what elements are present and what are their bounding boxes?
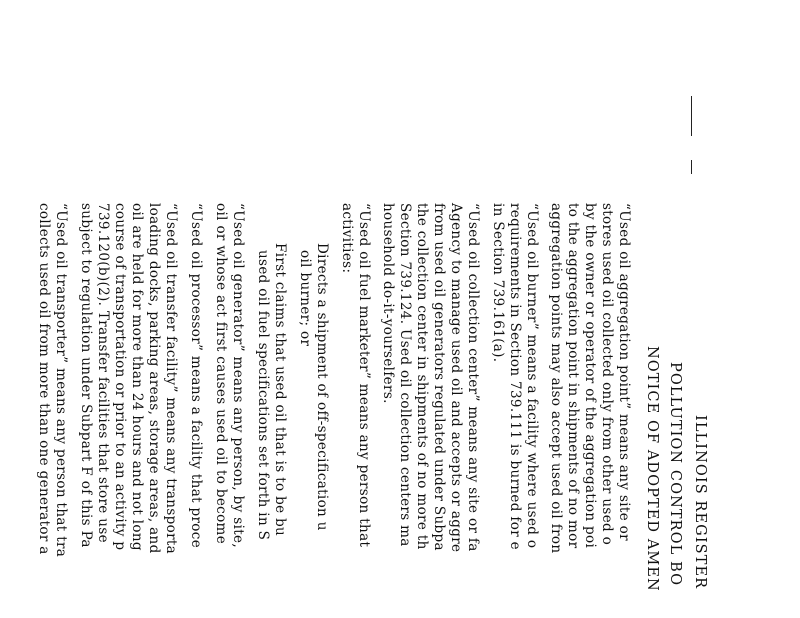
body-line: “Used oil collection center” means any site or fa xyxy=(465,203,481,552)
body-line: course of transportation or prior to an activity p xyxy=(112,203,128,551)
body-line: “Used oil burner” means a facility where used o xyxy=(524,203,540,549)
body-line: subject to regulation under Subpart F of this Pa xyxy=(78,203,94,548)
body-line: “Used oil generator” means any person, by site, xyxy=(230,203,246,548)
body-line: “Used oil aggregation point” means any site or xyxy=(616,203,632,541)
body-line: by the owner or operator of the aggregation poi xyxy=(582,203,598,549)
body-line: “Used oil transporter” means any person that tra xyxy=(53,203,69,558)
body-line: requirements in Section 739.111 is burned for e xyxy=(507,203,523,550)
body-line-indented: used oil fuel specifications set forth in S xyxy=(255,250,271,541)
body-line: 739.120(b)(2). Transfer facilities that store use xyxy=(95,203,111,543)
board-header: POLLUTION CONTROL BO xyxy=(667,362,683,587)
body-line: oil are held for more than 24 hours and not long xyxy=(129,203,145,551)
body-line-indented: oil burner; or xyxy=(297,250,313,347)
body-line: the collection center in shipments of no more th xyxy=(414,203,430,550)
notice-header: NOTICE OF ADOPTED AMEN xyxy=(644,346,660,592)
body-line: Agency to manage used oil and accepts or aggre xyxy=(448,203,464,553)
body-line: “Used oil transfer facility” means any transporta xyxy=(163,203,179,555)
body-line: “Used oil fuel marketer” means any person that xyxy=(356,203,372,548)
register-header: ILLINOIS REGISTER xyxy=(692,415,708,590)
body-line: loading docks, parking areas, storage areas, and xyxy=(146,203,162,554)
body-line: stores used oil collected only from other used o xyxy=(599,203,615,546)
body-line: “Used oil processor” means a facility that proce xyxy=(188,203,204,549)
body-line: collects used oil from more than one generator a xyxy=(36,203,52,555)
body-line: from used oil generators regulated under Subpa xyxy=(431,203,447,551)
body-line-indented: First claims that used oil that is to be bu xyxy=(272,243,288,537)
body-line: to the aggregation point in shipments of no mor xyxy=(565,203,581,549)
body-line: activities: xyxy=(339,203,355,274)
body-line: aggregation points may also accept used oil fron xyxy=(548,203,564,554)
body-line: in Section 739.161(a). xyxy=(490,203,506,363)
body-line: household do-it-yourselfers. xyxy=(380,203,396,404)
body-line-indented: Directs a shipment of off-specification u xyxy=(314,243,330,531)
body-line: oil or whose act first causes used oil to become xyxy=(213,203,229,545)
body-line: Section 739.124. Used oil collection centers ma xyxy=(397,203,413,547)
